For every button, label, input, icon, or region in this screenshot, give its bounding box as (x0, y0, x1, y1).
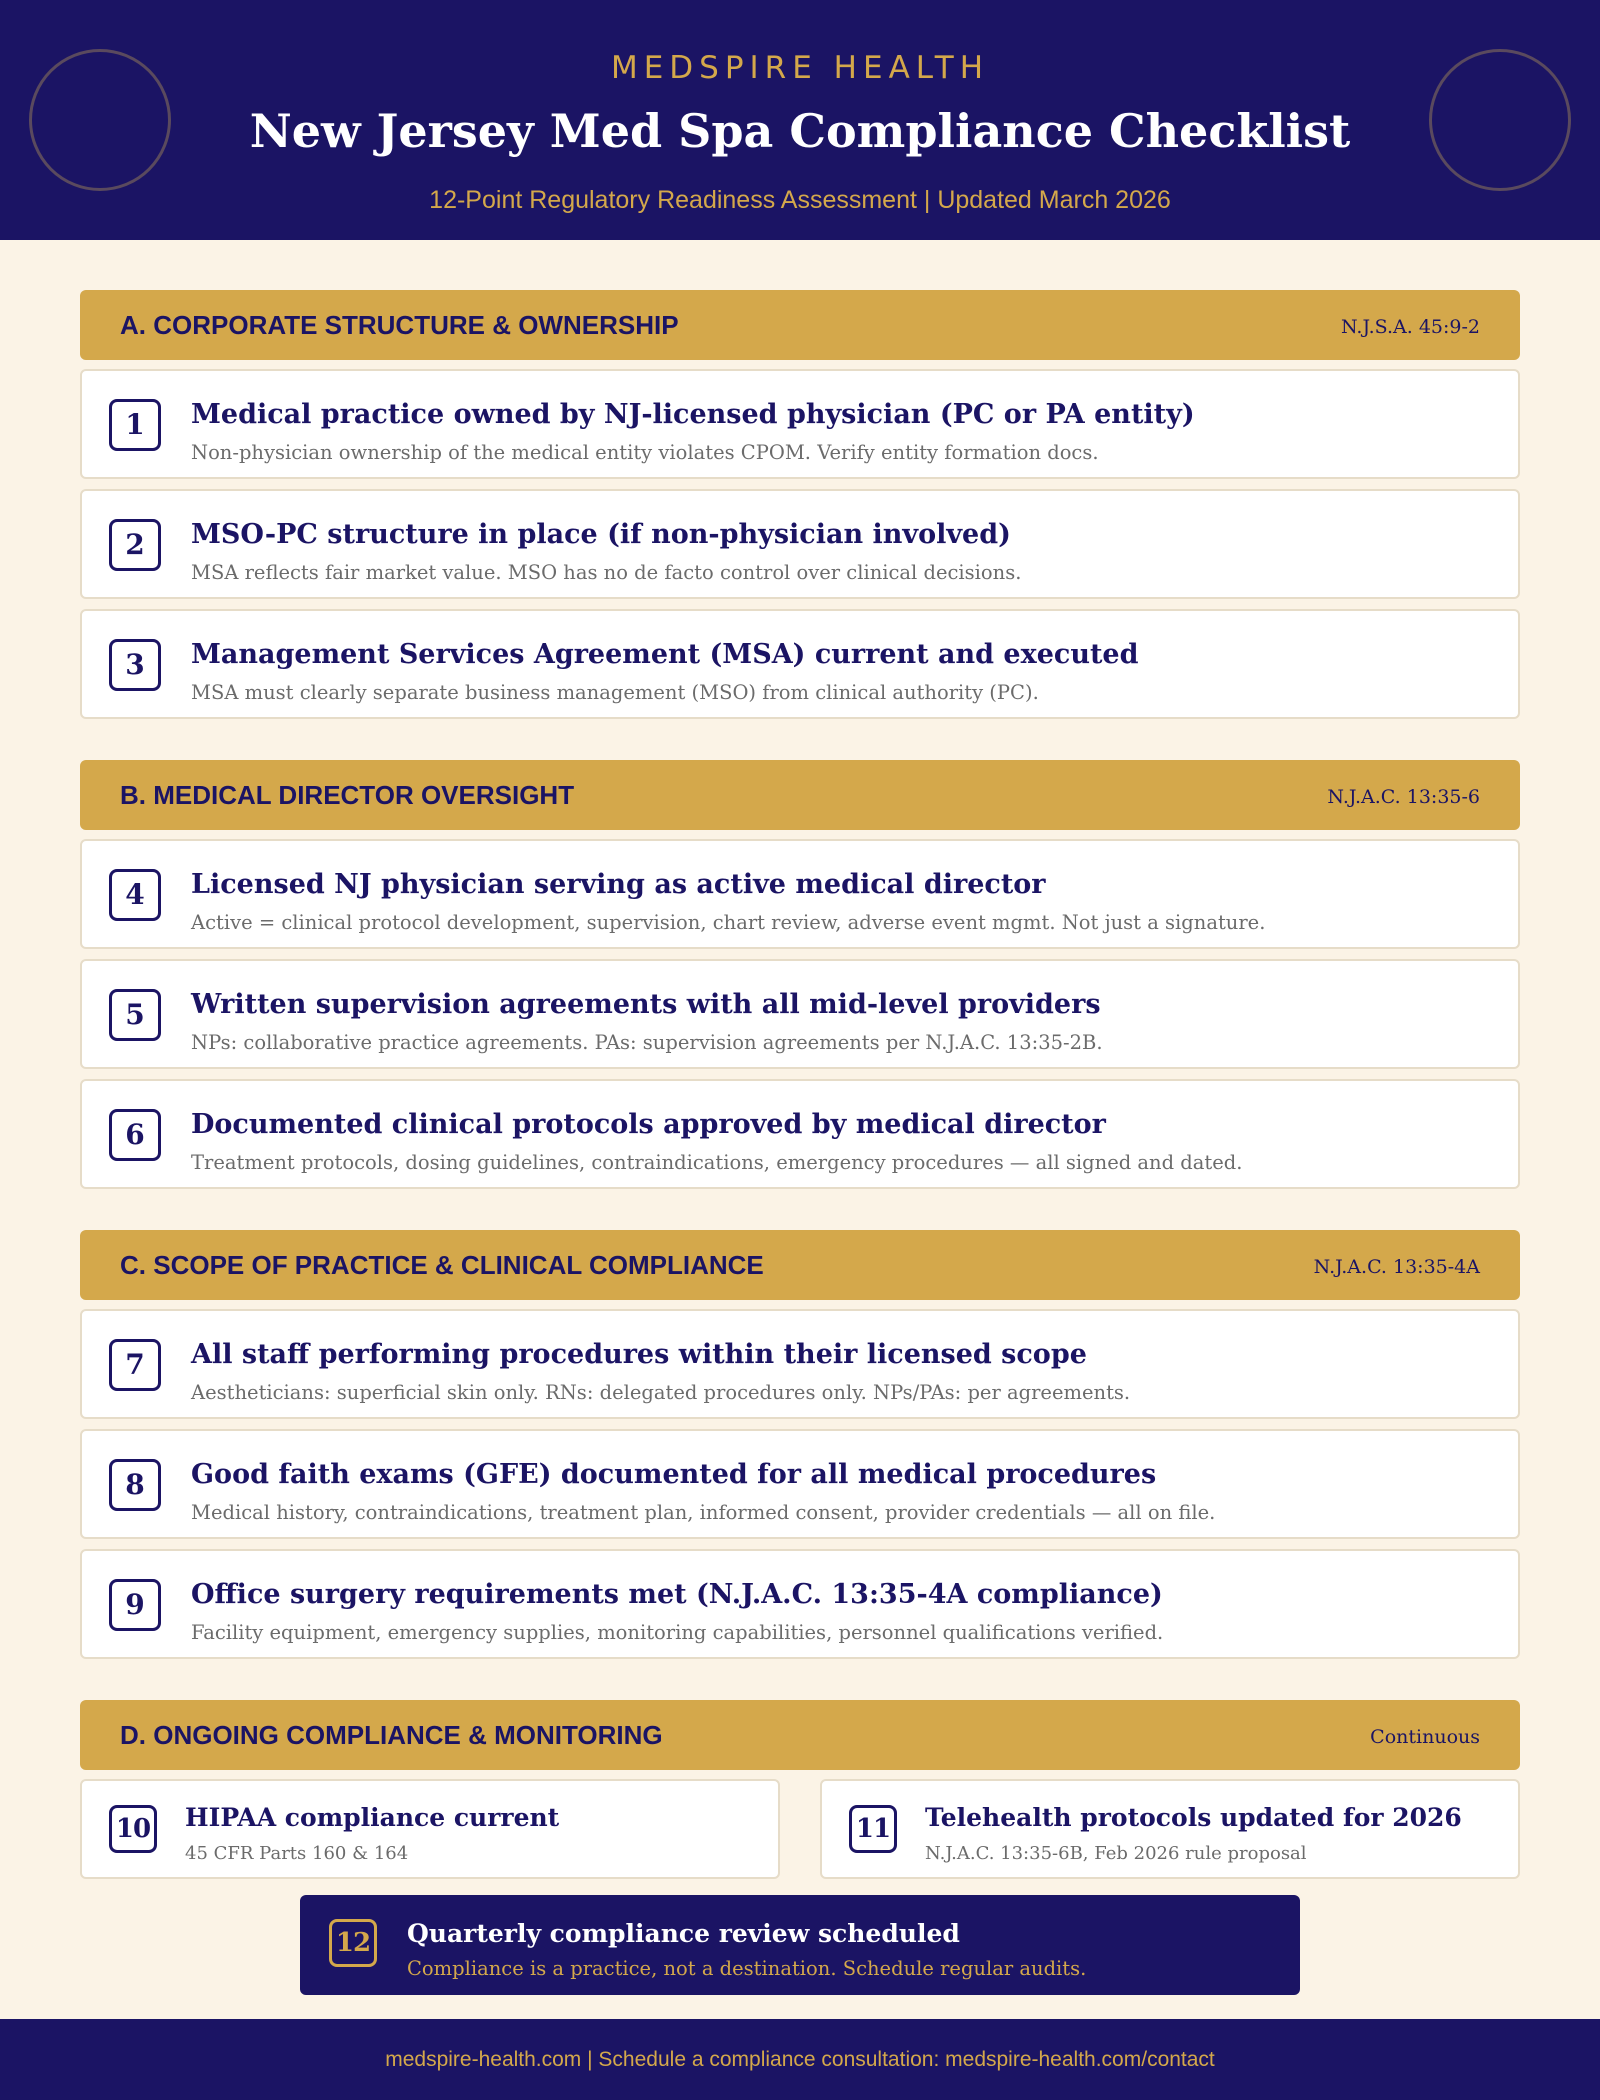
footer-bar (0, 2019, 1600, 2100)
item-number-badge: 10 (109, 1805, 157, 1853)
section-title: D. ONGOING COMPLIANCE & MONITORING (120, 1720, 663, 1750)
checklist-item-1 (80, 369, 1520, 479)
checklist-item-3 (80, 609, 1520, 719)
checklist-item-7 (80, 1309, 1520, 1419)
item-number-badge: 4 (109, 869, 161, 921)
item-title: Quarterly compliance review scheduled (407, 1919, 960, 1948)
section-header-b (80, 760, 1520, 830)
item-description: MSA reflects fair market value. MSO has no de facto control over clinical decisions. (191, 561, 1022, 584)
item-description: MSA must clearly separate business management (MSO) from clinical authority (PC). (191, 681, 1039, 704)
header-banner (0, 0, 1600, 240)
checklist-item-4 (80, 839, 1520, 949)
item-number-badge: 5 (109, 989, 161, 1041)
item-description: NPs: collaborative practice agreements. PAs: supervision agreements per N.J.A.C. 13:35-2B. (191, 1031, 1103, 1054)
item-number-badge: 7 (109, 1339, 161, 1391)
item-title: Medical practice owned by NJ-licensed physician (PC or PA entity) (191, 399, 1195, 430)
item-title: HIPAA compliance current (185, 1803, 560, 1832)
item-description: Medical history, contraindications, treatment plan, informed consent, provider credentials — all on file. (191, 1501, 1216, 1524)
item-number-badge: 11 (849, 1805, 897, 1853)
section-reference: N.J.A.C. 13:35-6 (1327, 786, 1480, 808)
checklist-item-11 (820, 1779, 1520, 1879)
section-reference: Continuous (1370, 1726, 1480, 1748)
item-description: Active = clinical protocol development, supervision, chart review, adverse event mgmt. Not just a signature. (191, 911, 1266, 934)
section-title: C. SCOPE OF PRACTICE & CLINICAL COMPLIANCE (120, 1250, 764, 1280)
item-number-badge: 8 (109, 1459, 161, 1511)
brand-name: MEDSPIRE HEALTH (610, 50, 990, 86)
item-title: All staff performing procedures within their licensed scope (191, 1339, 1087, 1370)
item-title: Good faith exams (GFE) documented for all medical procedures (191, 1459, 1157, 1490)
section-title: A. CORPORATE STRUCTURE & OWNERSHIP (120, 310, 679, 340)
item-number-badge: 12 (329, 1919, 377, 1967)
checklist-item-10 (80, 1779, 780, 1879)
checklist-item-12-highlight (300, 1895, 1300, 1995)
checklist-item-8 (80, 1429, 1520, 1539)
item-description: Facility equipment, emergency supplies, monitoring capabilities, personnel qualifications verified. (191, 1621, 1164, 1644)
section-header-c (80, 1230, 1520, 1300)
item-description: Aestheticians: superficial skin only. RNs: delegated procedures only. NPs/PAs: per agreements. (191, 1381, 1131, 1404)
item-title: Documented clinical protocols approved by medical director (191, 1109, 1106, 1140)
page-title: New Jersey Med Spa Compliance Checklist (249, 104, 1351, 158)
footer-text: medspire-health.com | Schedule a compliance consultation: medspire-health.com/contact (385, 2048, 1215, 2071)
item-title: Written supervision agreements with all mid-level providers (191, 989, 1101, 1020)
checklist-item-2 (80, 489, 1520, 599)
item-description: Compliance is a practice, not a destination. Schedule regular audits. (407, 1957, 1087, 1980)
item-title: Management Services Agreement (MSA) current and executed (191, 639, 1139, 670)
item-description: Non-physician ownership of the medical entity violates CPOM. Verify entity formation docs. (191, 441, 1099, 464)
section-reference: N.J.S.A. 45:9-2 (1341, 316, 1480, 338)
item-number-badge: 9 (109, 1579, 161, 1631)
section-title: B. MEDICAL DIRECTOR OVERSIGHT (120, 780, 575, 810)
item-description: N.J.A.C. 13:35-6B, Feb 2026 rule proposal (925, 1843, 1307, 1864)
checklist-item-6 (80, 1079, 1520, 1189)
item-title: Telehealth protocols updated for 2026 (925, 1803, 1462, 1832)
section-reference: N.J.A.C. 13:35-4A (1313, 1256, 1480, 1278)
section-header-d (80, 1700, 1520, 1770)
item-number-badge: 2 (109, 519, 161, 571)
item-number-badge: 3 (109, 639, 161, 691)
section-header-a (80, 290, 1520, 360)
page-subtitle: 12-Point Regulatory Readiness Assessment | Updated March 2026 (429, 186, 1171, 214)
item-title: Licensed NJ physician serving as active medical director (191, 869, 1046, 900)
checklist-item-5 (80, 959, 1520, 1069)
item-description: 45 CFR Parts 160 & 164 (185, 1843, 409, 1864)
item-title: Office surgery requirements met (N.J.A.C. 13:35-4A compliance) (191, 1579, 1163, 1610)
item-number-badge: 6 (109, 1109, 161, 1161)
item-title: MSO-PC structure in place (if non-physician involved) (191, 519, 1011, 550)
checklist-item-9 (80, 1549, 1520, 1659)
item-description: Treatment protocols, dosing guidelines, contraindications, emergency procedures — all signed and dated. (191, 1151, 1243, 1174)
item-number-badge: 1 (109, 399, 161, 451)
